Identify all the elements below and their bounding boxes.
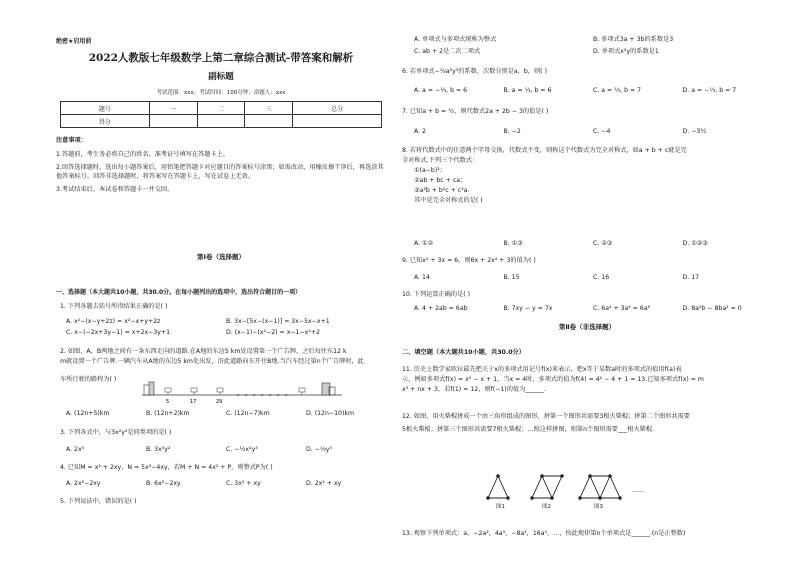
option[interactable]: D. −⅓y⁵ (306, 446, 333, 453)
score-cell (149, 115, 197, 128)
question-8-line: 其中是完全对称式的是( ) (414, 196, 483, 204)
question-8-stem (402, 146, 772, 206)
question-10-stem: 10. 下列运算正确的是( ) (402, 291, 471, 298)
option[interactable]: B. (12n+2)km (146, 410, 190, 417)
option[interactable]: A. 14 (414, 274, 430, 281)
road-mark-label: 17 (190, 399, 197, 405)
question-1-stem: 1. 下列各题去括号所得结果正确的是( ) (60, 303, 168, 310)
question-4-stem: 4. 已知M = x² + 2xy，N = 5x²−4xy，若M + N = 4x² + P，则整式P为( ) (60, 464, 273, 471)
score-table (60, 101, 382, 128)
question-2-line: m就设置一个广告牌.一辆汽车从A地的东边5 km处出发，沿此道路向东开往B地.当汽车经过第n个广告牌时，此 (60, 357, 364, 365)
question-8-line: 8. 若将代数式中的任意两个字母交换，代数式不变，则称这个代数式为完全对称式，如a + b + c就是完 (402, 147, 687, 154)
option[interactable]: A. 4 + 2ab = 6ab (414, 305, 468, 312)
question-2-options (66, 410, 386, 417)
question-7-stem: 7. 已知a + b = ½，则代数式2a + 2b − 3的值是( ) (402, 108, 549, 115)
question-11-line: x³ + nx + 3，若f(1) = 12，则f(−1)的值为______. (402, 385, 546, 393)
option[interactable]: C. −½x²y³ (226, 446, 258, 453)
option[interactable]: A. x²−(x−y+2z) = x²−x+y+2z (66, 318, 161, 325)
question-13-stem: 13. 观察下列单项式：a，−2a²，4a³，−8a⁴，16a⁵，…，按此规律第n个单项式是______.(n是正整数) (402, 530, 686, 537)
question-8-options (414, 240, 772, 247)
score-row-label: 得分 (61, 115, 150, 128)
road-diagram (142, 381, 342, 407)
option[interactable]: A. 2x²−2xy (66, 480, 101, 487)
notice-item: 2.回答选择题时，选出每小题答案后，用铅笔把答题卡对应题目的答案标号涂黑；如需改动，用橡皮擦干净后，再选涂其他答案标号。回答非选择题时，将答案写在答题卡上，写在试卷上无效。 (56, 163, 384, 180)
question-3-stem: 3. 下列各式中，与3x²y³是同类项的是( ) (60, 429, 172, 436)
question-2-line: 2. 如图，A，B两地之间有一条东西走向的道路.在A地的东边5 km处设置第一个广告牌，之后每往东12 k (60, 348, 347, 355)
figure-label: 图2 (542, 504, 551, 510)
option[interactable]: B. ①③ (503, 240, 523, 247)
question-9-options (414, 274, 772, 281)
question-5-options (414, 34, 772, 58)
score-cell (293, 115, 382, 128)
option[interactable]: A. a = −⅓, b = 6 (414, 87, 468, 94)
secret-tag: 绝密★启用前 (56, 38, 92, 45)
road-mark-label: 29 (216, 399, 223, 405)
option[interactable]: A. (12n+5)km (66, 410, 110, 417)
score-header-row (61, 102, 382, 115)
question-8-line: 全对称式.下列三个代数式： (402, 156, 479, 164)
option[interactable]: C. ab + 2是二次二项式 (414, 47, 481, 55)
score-cell (245, 115, 293, 128)
figure-2 (531, 475, 564, 500)
question-12-line: 12. 如图，用火柴棍拼成一个由三角形组成的图形，拼第一个图形共需要3根火柴棍；拼第二个图形共需要 (402, 413, 690, 420)
question-9-stem: 9. 已知x² + 3x = 6，则6x + 2x² + 3的值为( ) (402, 257, 536, 264)
option[interactable]: B. a = ⅓, b = 6 (503, 87, 552, 94)
notice-item: 1.答题前，考生务必将自己的姓名、准考证号填写在答题卡上。 (56, 150, 229, 158)
notice-title: 注意事项： (56, 137, 87, 144)
question-8-item: ①(a−b)²； (414, 166, 446, 174)
matchstick-figures (486, 468, 726, 512)
question-2-stem (60, 347, 386, 385)
option[interactable]: D. −3½ (682, 128, 707, 135)
option[interactable]: D. (12n−10)km (306, 410, 354, 417)
figure-3 (579, 475, 622, 500)
question-1-options (66, 317, 386, 339)
score-header-cell: 三 (245, 102, 293, 115)
option[interactable]: C. x−(−2x+3y−1) = x+2x−3y+1 (66, 328, 171, 336)
question-6-options (414, 87, 772, 94)
figure-label: 图3 (594, 504, 603, 510)
exam-info: 考试范围：xxx；考试时间：100分钟；命题人：xxx (156, 90, 286, 96)
question-8-item: ②ab + bc + ca； (414, 176, 467, 184)
question-4-options (66, 480, 386, 487)
option[interactable]: B. 3x³y² (146, 446, 171, 453)
score-header-cell: 一 (149, 102, 197, 115)
road-mark-label: 5 (166, 399, 170, 405)
question-11-stem (402, 365, 772, 395)
figure-1 (487, 475, 510, 500)
option[interactable]: C. 6a⁴ + 3a⁴ = 6a⁸ (593, 305, 651, 312)
option[interactable]: B. 6x²−2xy (146, 480, 181, 487)
right-column (402, 0, 772, 562)
question-2-line: 车所行驶的路程为( ) (60, 376, 117, 384)
section-1-heading: 一、选择题（本大题共10小题，共30.0分。在每小题列出的选项中，选出符合题目的一项） (56, 289, 302, 296)
score-header-cell: 题号 (61, 102, 150, 115)
option[interactable]: B. −2 (503, 128, 521, 135)
billboard (217, 388, 223, 392)
score-cell (197, 115, 245, 128)
question-3-options (66, 446, 386, 453)
option[interactable]: C. −4 (593, 128, 611, 135)
option[interactable]: C. (12n−7)km (226, 410, 270, 417)
notice-item: 3.考试结束后，本试卷和答题卡一并交回。 (56, 185, 174, 193)
question-7-options (414, 128, 772, 135)
option[interactable]: A. 单项式与多项式统称为整式 (414, 36, 497, 43)
volume-2-heading: 第Ⅱ卷（非选择题） (558, 323, 616, 331)
option[interactable]: D. ①②③ (682, 240, 708, 247)
option[interactable]: D. 单项式x²y的系数是1 (593, 47, 659, 55)
question-8-item: ③a²b + b²c + c²a. (414, 186, 470, 194)
building-a (149, 382, 154, 395)
volume-1-heading: 第Ⅰ卷（选择题） (197, 253, 245, 261)
page-subtitle: 副标题 (208, 72, 234, 82)
left-column (56, 0, 386, 562)
option[interactable]: D. 8a²b − 8ba² = 0 (682, 305, 742, 312)
billboard-markers (165, 388, 305, 395)
option[interactable]: B. 3x−[5x−(x−1)] = 3x−5x−x+1 (226, 318, 330, 325)
option[interactable]: D. a = −⅓, b = 7 (682, 87, 737, 94)
option[interactable]: A. 2 (414, 128, 426, 135)
question-12-stem (402, 412, 772, 435)
option[interactable]: C. 3x² + xy (226, 480, 261, 487)
option[interactable]: C. a = ⅓, b = 7 (593, 87, 642, 94)
score-value-row (61, 115, 382, 128)
option[interactable]: B. 7xy − y = 7x (503, 305, 553, 312)
figures-ellipsis: …… (632, 487, 644, 494)
question-12-line: 5根火柴棍；拼第三个图形共需要7根火柴棍；…照这样拼图，则第n个图形需要___根火柴棍. (402, 425, 654, 433)
score-header-cell: 总分 (293, 102, 382, 115)
option[interactable]: B. 多项式3a + 3b的系数是3 (593, 36, 674, 43)
billboard (299, 388, 305, 392)
score-header-cell: 二 (197, 102, 245, 115)
option[interactable]: C. 16 (593, 274, 610, 281)
option[interactable]: D. 2x² + xy (306, 480, 342, 487)
option[interactable]: D. 17 (682, 274, 700, 281)
figure-label: 图1 (496, 504, 505, 510)
question-11-line: 示，例如多项式f(x) = x² − x + 1，当x = 4时，多项式的值为f(4) = 4² − 4 + 1 = 13.已知多项式f(x) = m (402, 375, 704, 383)
question-10-options (414, 305, 772, 312)
option[interactable]: D. (x−1)−(x²−2) = x−1−x²+2 (226, 328, 320, 336)
option[interactable]: A. ①② (414, 240, 434, 247)
question-11-line: 11. 历史上数学家欧拉最先把关于x的多项式用记号f(x)来表示，把x等于某数a时的多项式的值用f(a)表 (402, 366, 682, 373)
option[interactable]: B. 15 (503, 274, 520, 281)
notice-block (56, 137, 386, 199)
section-2-heading: 二、填空题（本大题共10小题，共30.0分） (402, 349, 525, 356)
option[interactable]: C. ②③ (593, 240, 613, 247)
billboard (165, 388, 171, 392)
option[interactable]: A. 2x⁵ (66, 446, 85, 453)
question-6-stem: 6. 若单项式−⅓a²y³的系数、次数分别是a，b，则( ) (402, 68, 547, 75)
question-5-stem: 5. 下列说法中，错误的是( ) (60, 498, 137, 505)
page-title: 2022人教版七年级数学上第二章综合测试-带答案和解析 (88, 52, 354, 64)
billboard (191, 388, 197, 392)
